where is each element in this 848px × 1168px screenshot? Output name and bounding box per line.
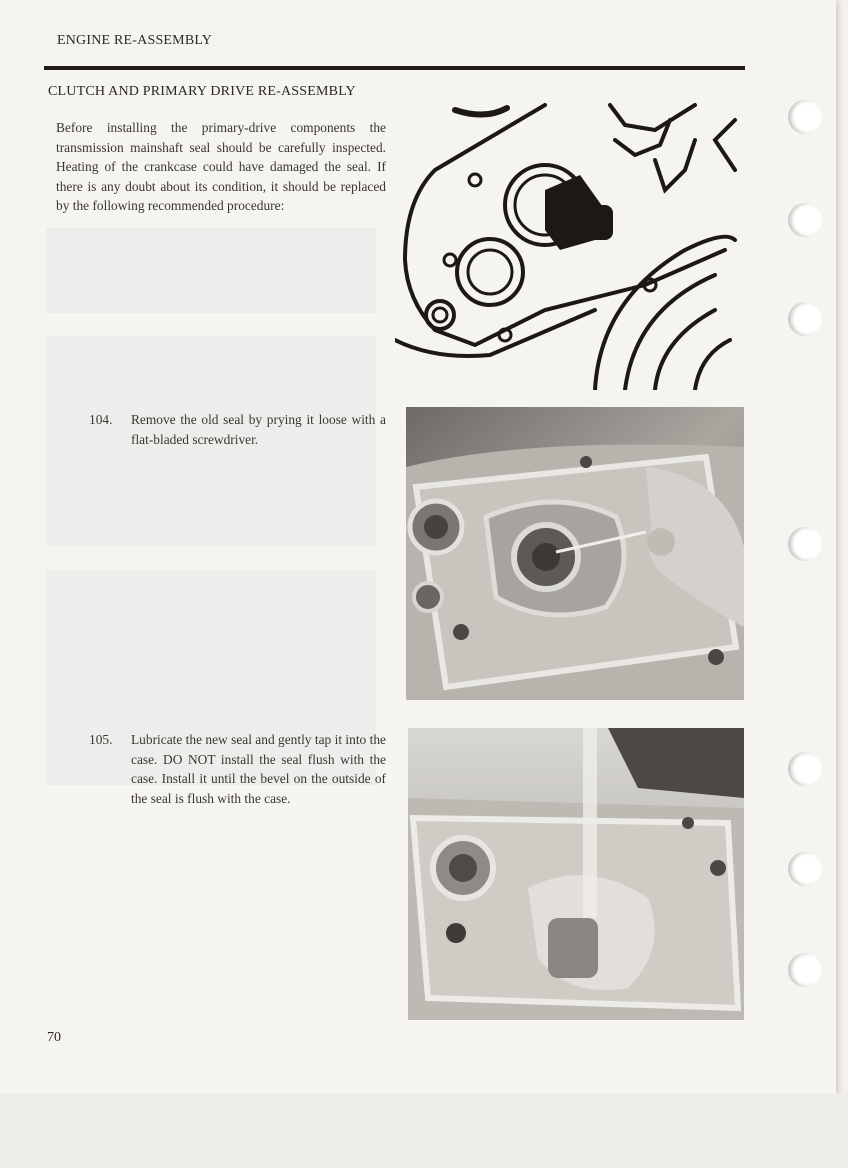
binder-hole (788, 302, 822, 336)
step-text: Lubricate the new seal and gently tap it into the case. DO NOT install the seal flush with the case. Install it until the bevel on the outside of the seal is flush with the case. (131, 732, 386, 806)
seal-install-photo (408, 728, 744, 1020)
seal-install-photo-art (408, 728, 744, 1020)
binder-hole (788, 752, 822, 786)
page-number: 70 (47, 1030, 61, 1045)
step-number: 105. (89, 732, 113, 747)
step-104 (89, 410, 389, 454)
binder-hole (788, 527, 822, 561)
binder-hole (788, 953, 822, 987)
background-surface (0, 1093, 848, 1168)
step-105 (89, 730, 389, 830)
faded-area (46, 228, 376, 313)
binder-hole (788, 852, 822, 886)
binder-hole (788, 100, 822, 134)
step-number: 104. (89, 412, 113, 427)
running-header: ENGINE RE-ASSEMBLY (57, 33, 213, 48)
clutch-drawing (395, 100, 740, 390)
intro-paragraph: Before installing the primary-drive components the transmission mainshaft seal should be carefully inspected. Heating of the crankcase could have damaged the seal. If there is any doubt about its condition, it should be replaced by the following recommended procedure: (56, 120, 386, 213)
binder-hole (788, 203, 822, 237)
step-text: Remove the old seal by prying it loose with a flat-bladed screwdriver. (131, 412, 386, 447)
seal-removal-photo (406, 407, 744, 700)
section-title: CLUTCH AND PRIMARY DRIVE RE-ASSEMBLY (48, 84, 356, 99)
header-rule (44, 66, 745, 70)
seal-removal-photo-art (406, 407, 744, 700)
